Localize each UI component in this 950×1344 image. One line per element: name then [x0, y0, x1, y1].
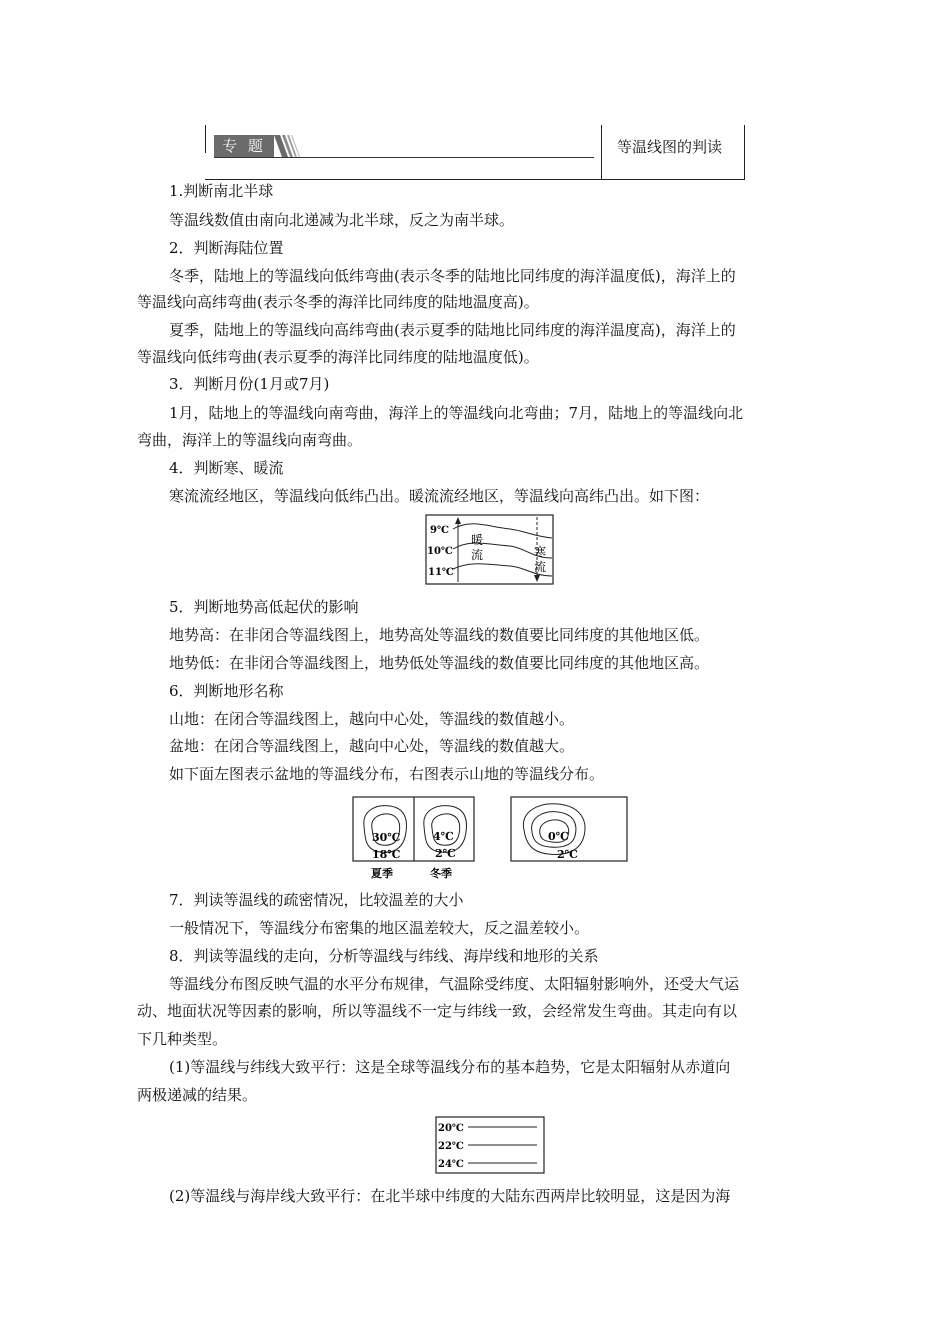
- paragraph-line: 等温线向高纬弯曲(表示冬季的海洋比同纬度的陆地温度高)。: [137, 293, 539, 311]
- fig3-label: 20℃: [438, 1123, 464, 1134]
- mountain-label: 2℃: [557, 848, 578, 861]
- paragraph-line: 一般情况下，等温线分布密集的地区温差较大，反之温差较小。: [169, 919, 590, 937]
- paragraph-line: 等温线分布图反映气温的水平分布规律，气温除受纬度、太阳辐射影响外，还受大气运: [169, 975, 740, 993]
- header-underline: [214, 157, 594, 158]
- section-header: [205, 125, 745, 180]
- heading-6: 6．判断地形名称: [169, 682, 284, 700]
- isotherm-9: [453, 524, 552, 538]
- heading-4: 4．判断寒、暖流: [169, 459, 284, 477]
- fig3-label: 24℃: [438, 1159, 464, 1170]
- paragraph-line: 动、地面状况等因素的影响，所以等温线不一定与纬线一致，会经常发生弯曲。其走向有以: [137, 1002, 738, 1020]
- caption-summer: 夏季: [371, 867, 393, 880]
- warm-label: 暖: [471, 533, 484, 547]
- paragraph-line: 夏季，陆地上的等温线向高纬弯曲(表示夏季的陆地比同纬度的海洋温度高)，海洋上的: [169, 321, 736, 339]
- heading-1: 1.判断南北半球: [169, 182, 274, 200]
- mountain-label: 0℃: [548, 830, 569, 843]
- paragraph-line: 地势高：在非闭合等温线图上，地势高处等温线的数值要比同纬度的其他地区低。: [169, 626, 710, 644]
- paragraph-line: 地势低：在非闭合等温线图上，地势低处等温线的数值要比同纬度的其他地区高。: [169, 654, 710, 672]
- arrow-down-icon: [534, 575, 540, 582]
- heading-8: 8．判读等温线的走向，分析等温线与纬线、海岸线和地形的关系: [169, 947, 599, 965]
- parallel-isotherm-figure: [435, 1116, 547, 1176]
- paragraph-line: 下几种类型。: [137, 1030, 228, 1048]
- heading-5: 5．判断地势高低起伏的影响: [169, 598, 359, 616]
- cold-label: 流: [534, 560, 547, 574]
- heading-3: 3．判断月份(1月或7月): [169, 375, 330, 393]
- paragraph-line: 寒流流经地区，等温线向低纬凸出。暖流流经地区，等温线向高纬凸出。如下图：: [169, 487, 710, 505]
- paragraph-line: 弯曲，海洋上的等温线向南弯曲。: [137, 431, 363, 449]
- page-title: 等温线图的判读: [617, 138, 723, 156]
- header-divider: [601, 125, 602, 180]
- landform-isotherm-figure: [352, 796, 632, 882]
- paragraph-line: 等温线数值由南向北递减为北半球，反之为南半球。: [169, 211, 515, 229]
- winter-label: 2℃: [435, 847, 456, 860]
- warm-label: 流: [471, 548, 484, 562]
- tag-stripes-icon: [274, 135, 300, 157]
- paragraph-line: (2)等温线与海岸线大致平行：在北半球中纬度的大陆东西两岸比较明显，这是因为海: [169, 1187, 731, 1205]
- summer-label: 30℃: [372, 831, 401, 844]
- summer-label: 18℃: [372, 848, 401, 861]
- heading-7: 7．判读等温线的疏密情况，比较温差的大小: [169, 891, 464, 909]
- winter-label: 4℃: [433, 830, 454, 843]
- fig1-label: 9℃: [430, 525, 449, 536]
- header-left-border: [205, 125, 206, 153]
- current-isotherm-figure: [425, 514, 555, 586]
- fig3-label: 22℃: [438, 1141, 464, 1152]
- caption-winter: 冬季: [430, 867, 452, 880]
- fig1-label: 10℃: [427, 546, 453, 557]
- fig1-label: 11℃: [428, 567, 454, 578]
- paragraph-line: (1)等温线与纬线大致平行：这是全球等温线分布的基本趋势，它是太阳辐射从赤道向: [169, 1058, 731, 1076]
- topic-tag: 专 题: [214, 135, 274, 157]
- paragraph-line: 盆地：在闭合等温线图上，越向中心处，等温线的数值越大。: [169, 737, 575, 755]
- cold-label: 寒: [534, 545, 547, 559]
- paragraph-line: 等温线向低纬弯曲(表示夏季的海洋比同纬度的陆地温度低)。: [137, 348, 539, 366]
- paragraph-line: 1月，陆地上的等温线向南弯曲，海洋上的等温线向北弯曲；7月，陆地上的等温线向北: [169, 404, 744, 422]
- arrow-up-icon: [455, 517, 461, 524]
- paragraph-line: 如下面左图表示盆地的等温线分布，右图表示山地的等温线分布。: [169, 765, 605, 783]
- paragraph-line: 冬季，陆地上的等温线向低纬弯曲(表示冬季的陆地比同纬度的海洋温度低)，海洋上的: [169, 267, 736, 285]
- paragraph-line: 山地：在闭合等温线图上，越向中心处，等温线的数值越小。: [169, 710, 575, 728]
- paragraph-line: 两极递减的结果。: [137, 1086, 258, 1104]
- heading-2: 2．判断海陆位置: [169, 239, 284, 257]
